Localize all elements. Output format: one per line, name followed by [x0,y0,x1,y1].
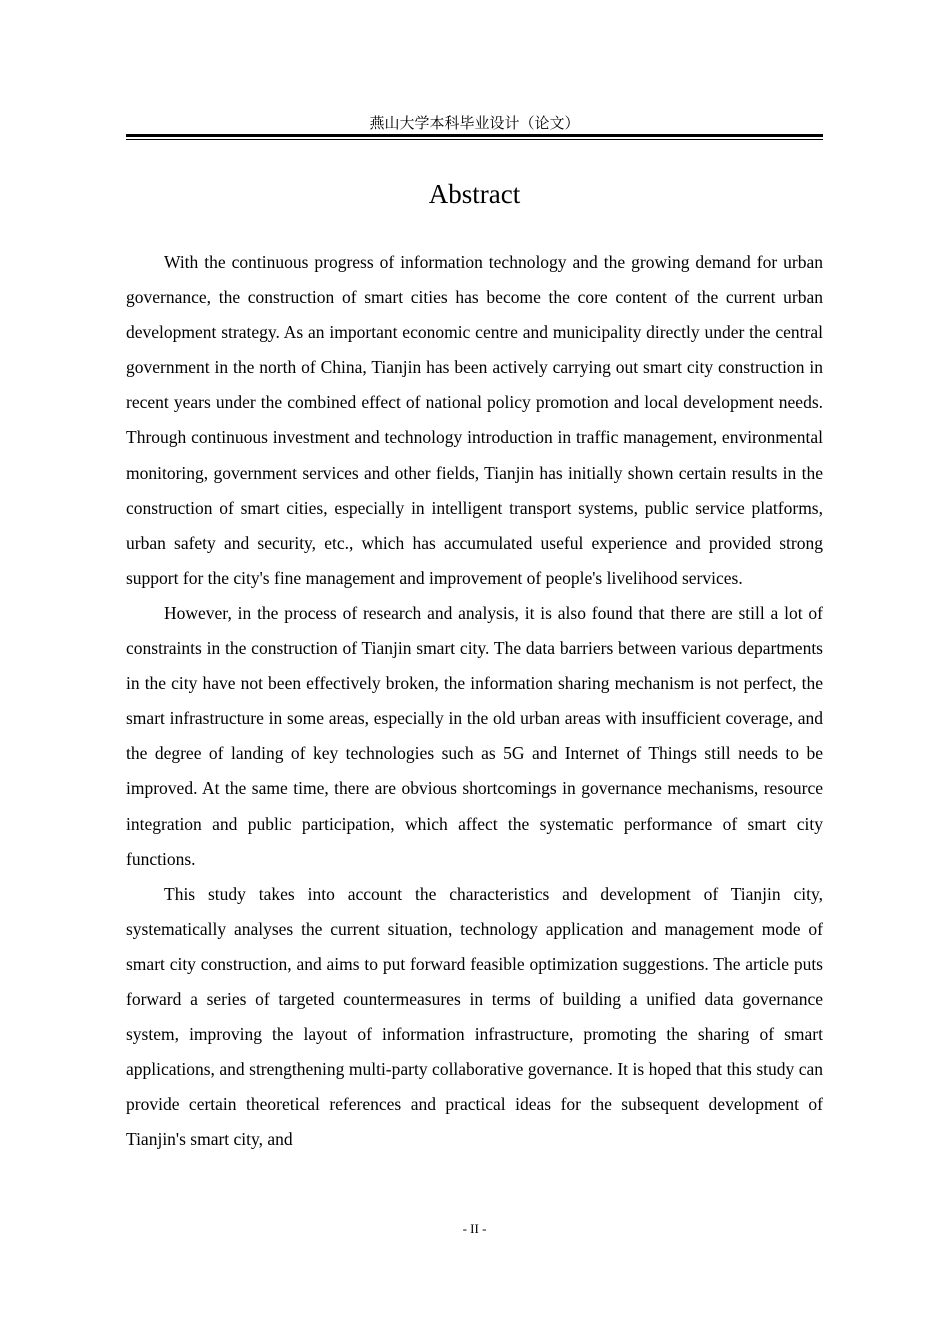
abstract-title: Abstract [428,179,521,209]
abstract-body [126,245,823,1157]
abstract-paragraph-3: This study takes into account the characteristics and development of Tianjin city, systematically analyses the current situation, technology application and management mode of smart city construction, and aims to put forward feasible optimization suggestions. The article puts forward a series of targeted countermeasures in terms of building a unified data governance system, improving the layout of information infrastructure, promoting the sharing of smart applications, and strengthening multi-party collaborative governance. It is hoped that this study can provide certain theoretical references and practical ideas for the subsequent development of Tianjin's smart city, and [126,883,823,1150]
abstract-paragraph-1: With the continuous progress of information technology and the growing demand for urban governance, the construction of smart cities has become the core content of the current urban development strategy. As an important economic centre and municipality directly under the central government in the north of China, Tianjin has been actively carrying out smart city construction in recent years under the combined effect of national policy promotion and local development needs. Through continuous investment and technology introduction in traffic management, environmental monitoring, government services and other fields, Tianjin has initially shown certain results in the construction of smart cities, especially in intelligent transport systems, public service platforms, urban safety and security, etc., which has accumulated useful experience and provided strong support for the city's fine management and improvement of people's livelihood services. [126,252,823,588]
running-header: 燕山大学本科毕业设计（论文） [369,114,580,132]
page-number: - II - [462,1221,487,1236]
header-rule-thin [126,139,823,140]
abstract-paragraph-2: However, in the process of research and analysis, it is also found that there are still a lot of constraints in the construction of Tianjin smart city. The data barriers between various departments in the city have not been effectively broken, the information sharing mechanism is not perfect, the smart infrastructure in some areas, especially in the old urban areas with insufficient coverage, and the degree of landing of key technologies such as 5G and Internet of Things still needs to be improved. At the same time, there are obvious shortcomings in governance mechanisms, resource integration and public participation, which affect the systematic performance of smart city functions. [126,602,823,869]
header-rule-thick [126,134,823,137]
